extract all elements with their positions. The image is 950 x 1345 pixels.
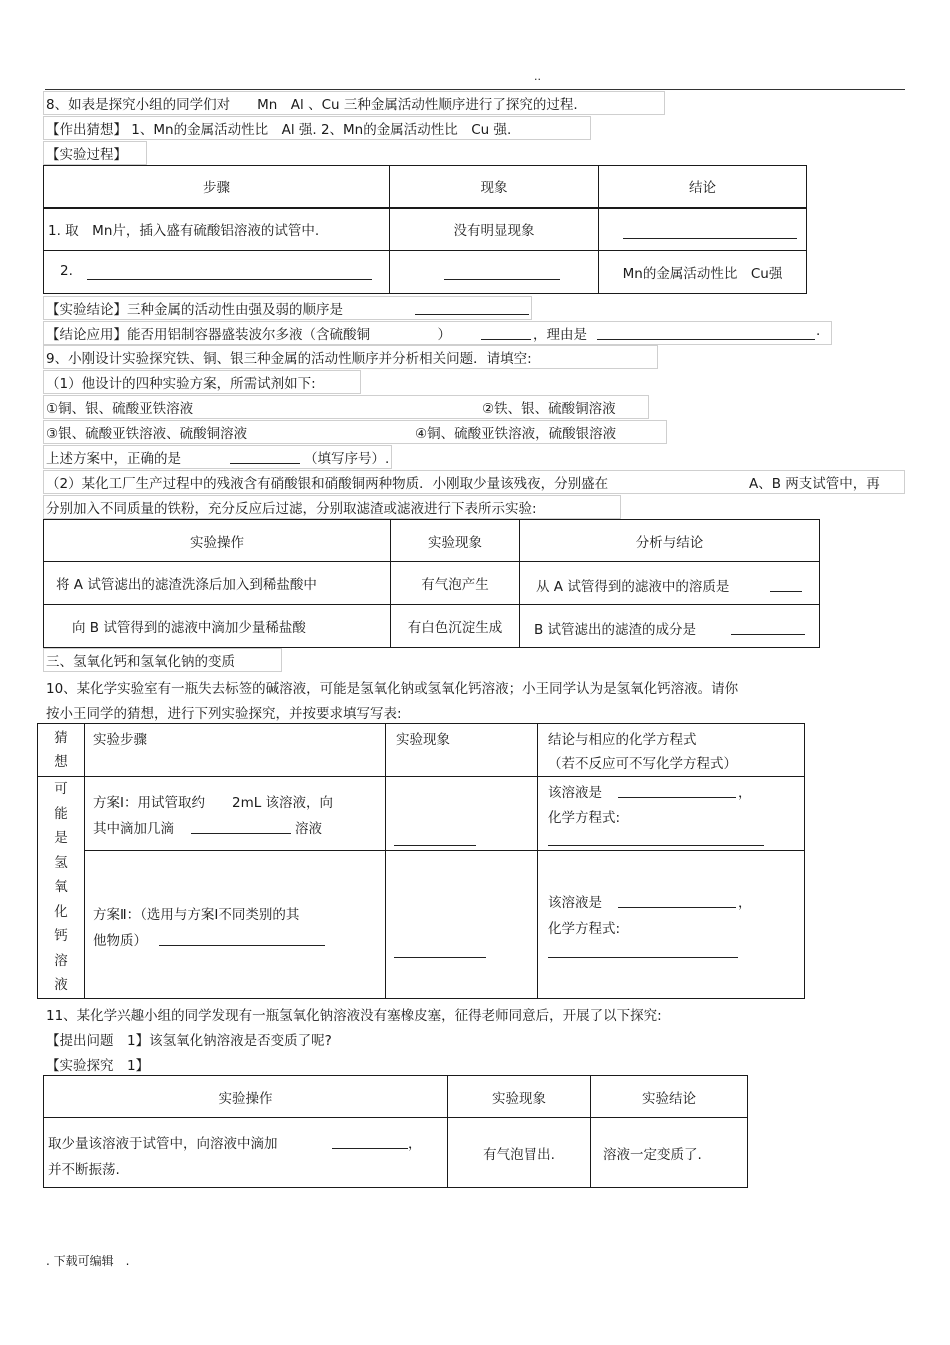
q8-row1-phenomenon: 没有明显现象 <box>390 208 599 251</box>
q10-guess-char: 液 <box>54 977 68 994</box>
q11-op-comma: ， <box>408 1136 422 1152</box>
q9-opt3: ③银、硫酸亚铁溶液、硫酸铜溶液 <box>46 426 248 442</box>
q10-header-phen: 实验现象 <box>386 724 538 777</box>
q10-planA-eq-label: 化学方程式: <box>548 810 621 826</box>
q10-header-guess-2: 想 <box>54 754 68 770</box>
q8-header-step: 步骤 <box>44 166 390 208</box>
q8-application-a: 【结论应用】能否用铝制容器盛装波尔多液（含硫酸铜 ） <box>46 327 451 343</box>
q10-planB-blank[interactable] <box>159 945 325 946</box>
q8-application-blank2[interactable] <box>597 339 815 340</box>
q8-guess: 【作出猜想】 1、Mn的金属活动性比 Al 强. 2、Mn的金属活动性比 Cu 强. <box>46 122 512 138</box>
q10-guess-char: 是 <box>54 830 68 847</box>
q10-planA-phen <box>386 777 538 851</box>
q10-planA-line3: 溶液 <box>295 821 322 837</box>
q11-header-phen: 实验现象 <box>448 1076 591 1118</box>
q8-stem: 8、如表是探究小组的同学们对 Mn Al 、Cu 三种金属活动性顺序进行了探究的过程. <box>46 97 578 113</box>
q10-planB-comma: ， <box>738 895 752 911</box>
q10-planA-comma: ， <box>738 785 752 801</box>
q10-planB-phen <box>386 851 538 999</box>
q10-planB-eq-label: 化学方程式: <box>548 921 621 937</box>
header-rule <box>45 89 905 90</box>
q10-guess-char: 氢 <box>54 854 68 871</box>
q11-op-blank[interactable] <box>332 1148 408 1149</box>
q10-planA-solution-blank[interactable] <box>618 797 736 798</box>
footer-text: . 下载可编辑 . <box>46 1254 130 1268</box>
q11-op-line2: 并不断振荡. <box>48 1162 120 1178</box>
q8-conclusion: 【实验结论】三种金属的活动性由强及弱的顺序是 <box>46 302 343 318</box>
q11-table <box>43 1075 748 1188</box>
q9-correct-a: 上述方案中，正确的是 <box>46 451 181 467</box>
q11-explore: 【实验探究 1】 <box>46 1058 150 1074</box>
q9-header-op: 实验操作 <box>44 520 391 562</box>
sec3-title: 三、氢氧化钙和氢氧化钠的变质 <box>46 654 235 670</box>
q10-planA-cell <box>85 777 386 851</box>
q10-guess-char: 化 <box>54 903 68 920</box>
q9-row2-op: 向 B 试管得到的滤液中滴加少量稀盐酸 <box>44 605 391 648</box>
q8-row2-step-blank[interactable] <box>87 279 372 280</box>
q9-row1-conc <box>520 562 820 605</box>
q10-header-conc-2: （若不反应可不写化学方程式） <box>548 756 737 772</box>
q8-process-label: 【实验过程】 <box>46 147 127 163</box>
q8-row2-phen-blank[interactable] <box>444 279 560 280</box>
q8-row2-phenomenon <box>390 251 599 294</box>
q8-application-blank1[interactable] <box>481 339 531 340</box>
q9-header-phen: 实验现象 <box>391 520 520 562</box>
q10-header-guess-1: 猜 <box>54 730 68 746</box>
q9-row2-conc <box>520 605 820 648</box>
q8-row1-conclusion <box>599 208 807 251</box>
q10-header-guess <box>38 724 85 777</box>
q10-header-conc <box>538 724 805 777</box>
header-dots: .. <box>534 70 541 83</box>
q10-planA-line2: 其中滴加几滴 <box>93 821 174 837</box>
q8-application-b: ，理由是 <box>533 327 587 343</box>
q10-guess-char: 可 <box>54 781 68 798</box>
q9-table <box>43 519 820 648</box>
q9-p2b: A、B 两支试管中，再 <box>749 476 880 492</box>
q10-planB-solution-blank[interactable] <box>618 907 736 908</box>
q9-opt2: ②铁、银、硫酸铜溶液 <box>482 401 616 417</box>
q10-planB-eq-blank[interactable] <box>548 957 738 958</box>
q11-question: 【提出问题 1】该氢氧化钠溶液是否变质了呢? <box>46 1033 332 1049</box>
q10-guess-char: 能 <box>54 805 68 822</box>
q9-correct-b: （填写序号）. <box>304 451 390 467</box>
q10-planB-solution-label: 该溶液是 <box>548 895 602 911</box>
q9-p2a: （2）某化工厂生产过程中的残液含有硝酸银和硝酸铜两种物质．小刚取少量该残夜，分别盛在 <box>46 476 609 492</box>
q10-planA-conc <box>538 777 805 851</box>
q10-planB-line2: 他物质） <box>93 933 147 949</box>
q10-planA-blank[interactable] <box>191 833 291 834</box>
q11-row-phen: 有气泡冒出. <box>448 1118 591 1188</box>
q10-planB-phen-blank[interactable] <box>394 957 486 958</box>
q11-row-conc: 溶液一定变质了. <box>591 1118 748 1188</box>
q9-row2-conc-text: B 试管滤出的滤渣的成分是 <box>534 622 697 638</box>
q11-row-op <box>44 1118 448 1188</box>
q10-stem2: 按小王同学的猜想，进行下列实验探究，并按要求填写写表: <box>46 706 402 722</box>
q10-guess-char: 氧 <box>54 879 68 896</box>
q9-row2-phen: 有白色沉淀生成 <box>391 605 520 648</box>
q10-header-conc-1: 结论与相应的化学方程式 <box>548 732 697 748</box>
q10-stem1: 10、某化学实验室有一瓶失去标签的碱溶液，可能是氢氧化钠或氢氧化钙溶液；小王同学认为是氢氧化钙溶液。请你 <box>46 681 739 697</box>
q9-opt1: ①铜、银、硫酸亚铁溶液 <box>46 401 194 417</box>
q8-conclusion-blank[interactable] <box>415 314 529 315</box>
q9-p1: （1）他设计的四种实验方案，所需试剂如下: <box>46 376 316 392</box>
q9-stem: 9、小刚设计实验探究铁、铜、银三种金属的活动性顺序并分析相关问题．请填空: <box>46 351 532 367</box>
q9-row2-blank[interactable] <box>731 634 805 635</box>
q10-guess-char: 钙 <box>54 928 68 945</box>
q10-guess-char: 溶 <box>54 952 68 969</box>
q9-row1-phen: 有气泡产生 <box>391 562 520 605</box>
q8-header-phenomenon: 现象 <box>390 166 599 208</box>
q9-row1-conc-text: 从 A 试管得到的滤液中的溶质是 <box>536 579 730 595</box>
q8-row1-step: 1. 取 Mn片，插入盛有硫酸铝溶液的试管中. <box>44 208 390 251</box>
q10-header-steps: 实验步骤 <box>85 724 386 777</box>
q8-row1-blank[interactable] <box>623 238 797 239</box>
q9-opt4: ④铜、硫酸亚铁溶液，硫酸银溶液 <box>415 426 617 442</box>
q9-header-conc: 分析与结论 <box>520 520 820 562</box>
q10-planA-line1: 方案Ⅰ：用试管取约 2mL 该溶液，向 <box>93 795 334 811</box>
q10-table <box>37 723 805 999</box>
q11-header-op: 实验操作 <box>44 1076 448 1118</box>
q8-row2-step-label: 2. <box>60 263 73 279</box>
q11-header-conc: 实验结论 <box>591 1076 748 1118</box>
q9-correct-blank[interactable] <box>230 463 300 464</box>
q10-planB-cell <box>85 851 386 999</box>
q10-planA-phen-blank[interactable] <box>394 845 476 846</box>
q9-p2c: 分别加入不同质量的铁粉，充分反应后过滤，分别取滤渣或滤液进行下表所示实验: <box>46 501 537 517</box>
q8-table <box>43 165 807 294</box>
q10-planA-eq-blank[interactable] <box>548 845 764 846</box>
q8-row2-conclusion: Mn的金属活动性比 Cu强 <box>599 251 807 294</box>
q10-planA-solution-label: 该溶液是 <box>548 785 602 801</box>
q9-row1-blank[interactable] <box>770 591 802 592</box>
q11-stem: 11、某化学兴趣小组的同学发现有一瓶氢氧化钠溶液没有塞橡皮塞，征得老师同意后，开展了以下探究: <box>46 1008 662 1024</box>
q10-guess-column <box>38 777 85 999</box>
q8-header-conclusion: 结论 <box>599 166 807 208</box>
q8-application-c: . <box>816 323 821 339</box>
q10-planB-conc <box>538 851 805 999</box>
q11-op-line1: 取少量该溶液于试管中，向溶液中滴加 <box>48 1136 278 1152</box>
q8-row2-step <box>44 251 390 294</box>
q9-row1-op: 将 A 试管滤出的滤渣洗涤后加入到稀盐酸中 <box>44 562 391 605</box>
q10-planB-line1: 方案Ⅱ：（选用与方案Ⅰ不同类别的其 <box>93 907 300 923</box>
